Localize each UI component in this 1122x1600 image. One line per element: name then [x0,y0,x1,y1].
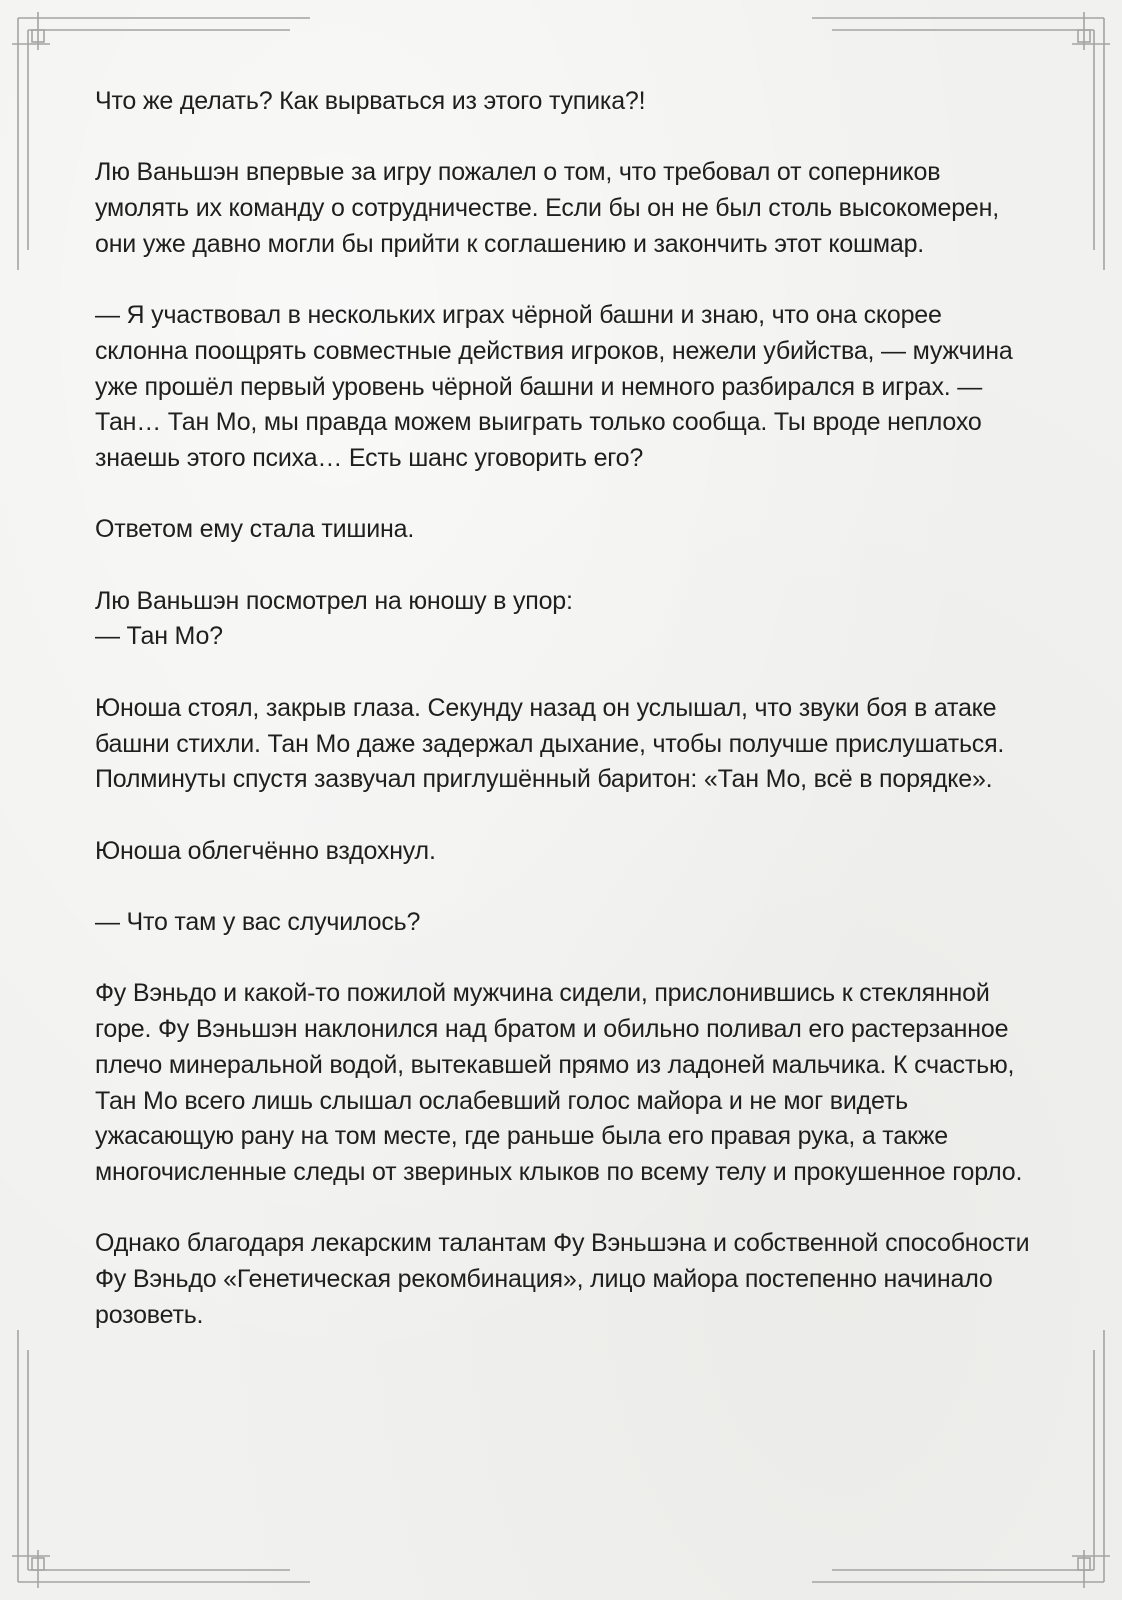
paragraph: — Тан Мо? [95,622,223,651]
paragraph: Лю Ваньшэн посмотрел на юношу в упор: [95,586,573,615]
paragraph: Ответом ему стала тишина. [95,515,415,544]
paragraph: Фу Вэньдо и какой-то пожилой мужчина сидели, прислонившись к стеклянной горе. Фу Вэньшэн наклонился над братом и обильно поливал его растерзанное плечо минеральной водой, вытекавшей прямо из ладоней мальчика. К счастью, Тан Мо всего лишь слышал ослабевший голос майора и не мог видеть ужасающую рану на том месте, где раньше была его правая рука, а также многочисленные следы от звериных клыков по всему телу и прокушенное горло. [95,979,1023,1186]
paragraph: Юноша облегчённо вздохнул. [95,836,436,865]
paragraph: Юноша стоял, закрыв глаза. Секунду назад он услышал, что звуки боя в атаке башни стихли. Тан Мо даже задержал дыхание, чтобы получше прислушаться. Полминуты спустя зазвучал приглушённый баритон: «Тан Мо, всё в порядке». [95,693,1005,794]
paragraph: — Что там у вас случилось? [95,908,421,937]
paragraph: Что же делать? Как вырваться из этого тупика?! [95,87,646,115]
paragraph: Однако благодаря лекарским талантам Фу Вэньшэна и собственной способности Фу Вэньдо «Генетическая рекомбинация», лицо майора постепенно начинало розоветь. [95,1229,1030,1329]
document-body [95,84,1030,1369]
paragraph: Лю Ваньшэн впервые за игру пожалел о том, что требовал от соперников умолять их команду о сотрудничестве. Если бы он не был столь высокомерен, они уже давно могли бы прийти к соглашению и закончить этот кошмар. [95,158,999,258]
paragraph: — Я участвовал в нескольких играх чёрной башни и знаю, что она скорее склонна поощрять совместные действия игроков, нежели убийства, — мужчина уже прошёл первый уровень чёрной башни и немного разбирался в играх. — Тан… Тан Мо, мы правда можем выиграть только сообща. Ты вроде неплохо знаешь этого психа… Есть шанс уговорить его? [95,301,1013,472]
